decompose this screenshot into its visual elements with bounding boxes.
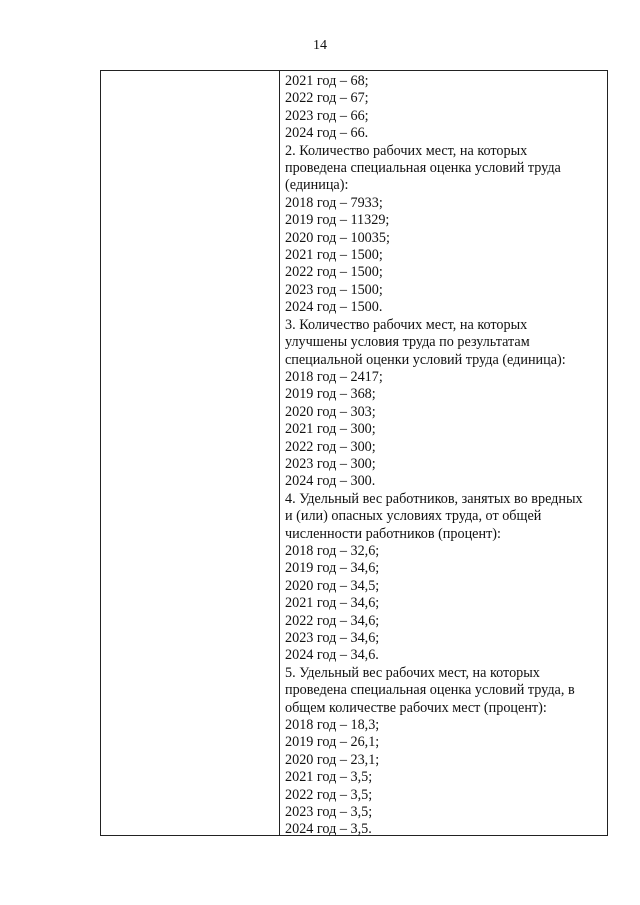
page-number: 14 <box>313 38 327 53</box>
text-line: общем количестве рабочих мест (процент): <box>285 699 547 716</box>
text-line: 2023 год – 3,5; <box>285 804 373 821</box>
text-line: специальной оценки условий труда (единица): <box>285 351 566 368</box>
text-line: 2020 год – 23,1; <box>285 751 380 768</box>
text-line: 5. Удельный вес рабочих мест, на которых <box>285 664 540 681</box>
text-line: 2024 год – 300. <box>285 473 376 490</box>
text-line: 2022 год – 3,5; <box>285 786 373 803</box>
text-line: и (или) опасных условиях труда, от общей <box>285 508 542 525</box>
text-line: 2024 год – 66. <box>285 125 369 142</box>
text-line: 2021 год – 3,5; <box>285 769 373 786</box>
text-line: численности работников (процент): <box>285 525 501 542</box>
table-left-cell <box>101 71 280 835</box>
text-line: 2022 год – 1500; <box>285 264 383 281</box>
text-line: (единица): <box>285 177 349 194</box>
text-line: 2023 год – 300; <box>285 455 376 472</box>
text-line: 2018 год – 7933; <box>285 194 383 211</box>
text-line: 3. Количество рабочих мест, на которых <box>285 316 528 333</box>
text-line: 2019 год – 26,1; <box>285 734 380 751</box>
table-right-cell <box>280 71 607 838</box>
text-line: улучшены условия труда по результатам <box>285 334 530 351</box>
text-line: 2023 год – 66; <box>285 107 369 124</box>
text-line: 4. Удельный вес работников, занятых во вредных <box>285 490 583 507</box>
indicator-table <box>100 70 608 836</box>
text-line: 2020 год – 10035; <box>285 229 390 246</box>
text-line: 2021 год – 68; <box>285 73 369 89</box>
text-line: 2023 год – 34,6; <box>285 630 380 646</box>
text-line: 2024 год – 3,5. <box>285 821 372 838</box>
text-line: проведена специальная оценка условий труда <box>285 160 561 177</box>
text-line: 2022 год – 300; <box>285 438 376 455</box>
text-line: 2018 год – 32,6; <box>285 542 380 559</box>
text-line: 2021 год – 300; <box>285 421 376 438</box>
text-line: проведена специальная оценка условий труда, в <box>285 682 575 699</box>
text-line: 2024 год – 34,6. <box>285 647 379 664</box>
text-line: 2024 год – 1500. <box>285 299 383 316</box>
text-line: 2023 год – 1500; <box>285 281 383 298</box>
text-line: 2020 год – 303; <box>285 403 376 420</box>
text-line: 2022 год – 34,6; <box>285 612 380 629</box>
text-line: 2022 год – 67; <box>285 90 369 107</box>
text-line: 2019 год – 11329; <box>285 212 390 229</box>
text-line: 2. Количество рабочих мест, на которых <box>285 142 528 159</box>
text-line: 2020 год – 34,5; <box>285 577 380 594</box>
text-line: 2019 год – 34,6; <box>285 560 380 577</box>
text-line: 2019 год – 368; <box>285 386 376 403</box>
text-line: 2021 год – 34,6; <box>285 595 380 612</box>
text-line: 2018 год – 18,3; <box>285 717 380 734</box>
text-line: 2021 год – 1500; <box>285 247 383 264</box>
text-line: 2018 год – 2417; <box>285 368 383 385</box>
